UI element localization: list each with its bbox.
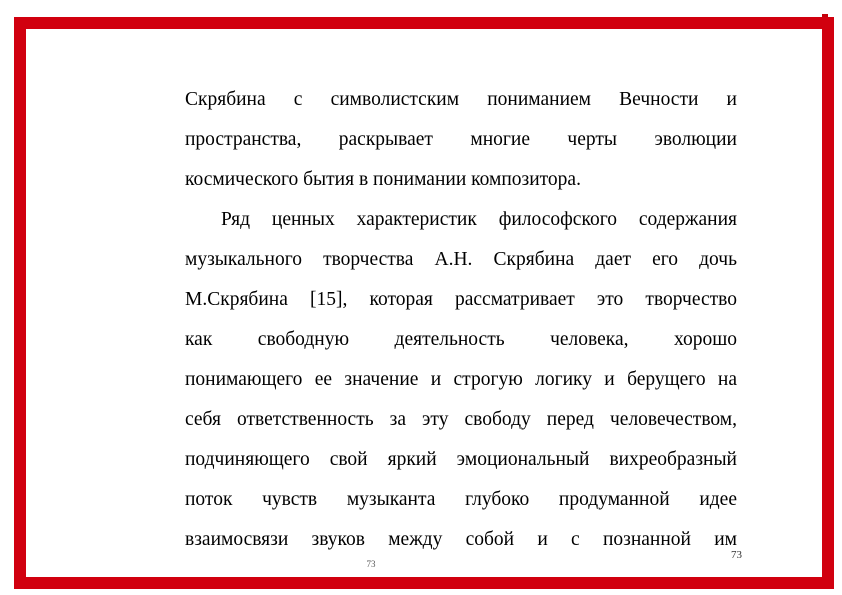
text-line: космического бытия в понимании композитора. <box>185 169 581 190</box>
text-line: пространства, раскрывает многие черты эволюции <box>185 129 737 150</box>
text-line: понимающего ее значение и строгую логику и берущего на <box>185 369 737 390</box>
text-line: взаимосвязи звуков между собой и с познанной им <box>185 529 737 550</box>
text-line: М.Скрябина [15], которая рассматривает это творчество <box>185 289 737 310</box>
text-line: музыкального творчества А.Н. Скрябина дает его дочь <box>185 249 737 270</box>
page-number-footer: 73 <box>366 559 376 569</box>
body-text <box>185 80 737 560</box>
page-number-corner: 73 <box>731 549 742 561</box>
text-line: себя ответственность за эту свободу перед человечеством, <box>185 409 737 430</box>
text-line: Скрябина с символистским пониманием Вечности и <box>185 89 737 110</box>
text-line-paragraph-start: Ряд ценных характеристик философского содержания <box>221 209 737 230</box>
text-line: как свободную деятельность человека, хорошо <box>185 329 737 350</box>
text-line: подчиняющего свой яркий эмоциональный вихреобразный <box>185 449 737 470</box>
text-line: поток чувств музыканта глубоко продуманной идее <box>185 489 737 510</box>
